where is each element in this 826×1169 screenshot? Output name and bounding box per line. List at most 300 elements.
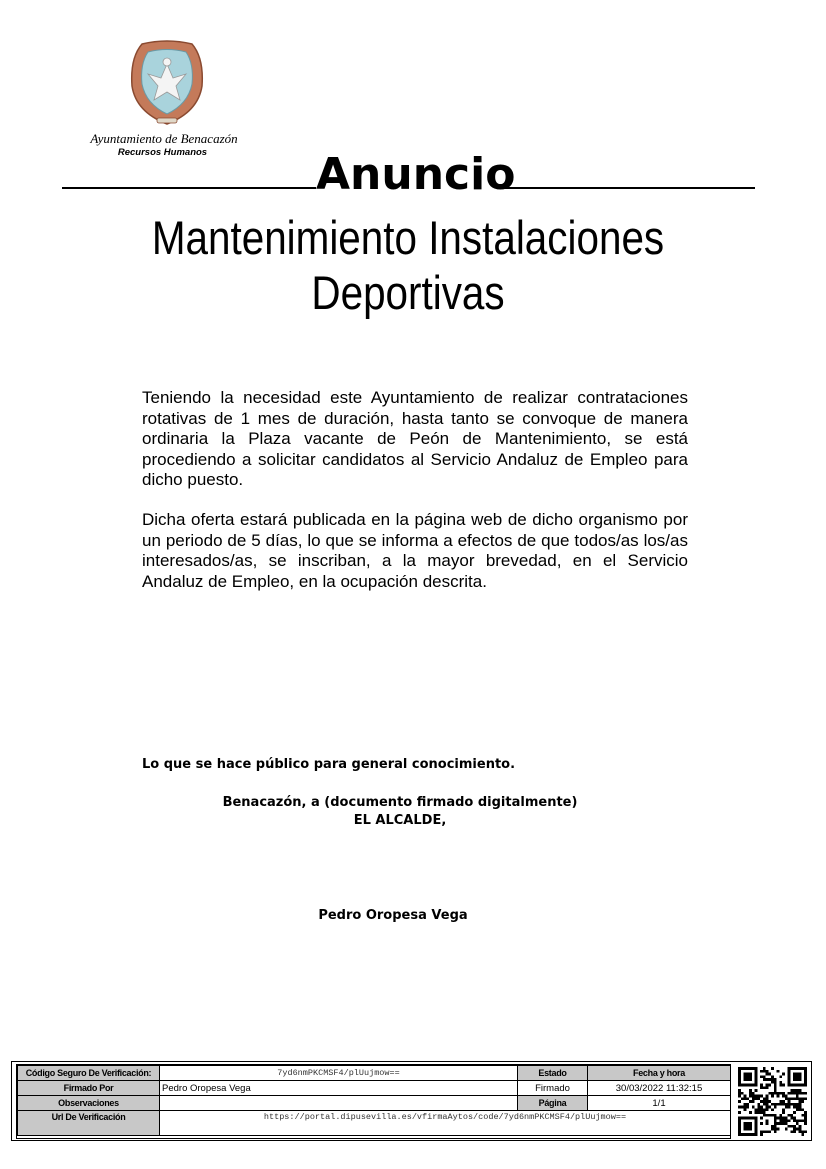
qr-module [749, 1111, 752, 1114]
qr-module [749, 1128, 752, 1131]
qr-module [788, 1097, 791, 1100]
qr-module [760, 1133, 763, 1136]
signed-by-label: Firmado Por [18, 1081, 160, 1096]
qr-module [763, 1100, 766, 1103]
qr-module [801, 1108, 804, 1111]
qr-module [755, 1117, 758, 1120]
qr-module [749, 1100, 752, 1103]
table-row [18, 1096, 731, 1111]
qr-module [788, 1078, 791, 1081]
qr-module [760, 1095, 763, 1098]
qr-module [785, 1106, 788, 1109]
qr-module [793, 1078, 796, 1081]
qr-module [793, 1075, 796, 1078]
qr-module [741, 1097, 744, 1100]
qr-module [744, 1075, 747, 1078]
qr-module [785, 1119, 788, 1122]
qr-module [744, 1108, 747, 1111]
qr-module [752, 1106, 755, 1109]
qr-module [785, 1117, 788, 1120]
qr-module [738, 1133, 741, 1136]
qr-module [799, 1106, 802, 1109]
qr-module [746, 1075, 749, 1078]
qr-module [755, 1125, 758, 1128]
qr-module [785, 1095, 788, 1098]
qr-module [801, 1100, 804, 1103]
heading-rule-right [498, 187, 755, 189]
qr-module [760, 1111, 763, 1114]
signed-by-value: Pedro Oropesa Vega [160, 1081, 518, 1096]
qr-module [799, 1075, 802, 1078]
qr-module [790, 1092, 793, 1095]
qr-module [788, 1073, 791, 1076]
qr-module [763, 1070, 766, 1073]
qr-module [804, 1070, 807, 1073]
qr-module [760, 1075, 763, 1078]
qr-module [760, 1108, 763, 1111]
qr-module [749, 1075, 752, 1078]
qr-module [796, 1073, 799, 1076]
qr-module [766, 1100, 769, 1103]
qr-module [768, 1130, 771, 1133]
qr-module [738, 1084, 741, 1087]
qr-module [744, 1117, 747, 1120]
qr-module [801, 1092, 804, 1095]
qr-module [744, 1125, 747, 1128]
qr-module [801, 1067, 804, 1070]
qr-module [777, 1103, 780, 1106]
qr-module [766, 1095, 769, 1098]
qr-module [763, 1111, 766, 1114]
qr-module [777, 1117, 780, 1120]
qr-module [752, 1095, 755, 1098]
qr-module [779, 1084, 782, 1087]
qr-module [763, 1086, 766, 1089]
qr-module [774, 1117, 777, 1120]
verification-table [17, 1065, 731, 1136]
qr-module [744, 1084, 747, 1087]
qr-module [741, 1133, 744, 1136]
qr-module [793, 1128, 796, 1131]
qr-module [774, 1089, 777, 1092]
qr-module [777, 1095, 780, 1098]
qr-module [771, 1075, 774, 1078]
qr-module [746, 1084, 749, 1087]
qr-module [741, 1067, 744, 1070]
page-label: Página [518, 1096, 588, 1111]
observations-value [160, 1096, 518, 1111]
qr-module [763, 1067, 766, 1070]
qr-module [755, 1084, 758, 1087]
qr-module [766, 1119, 769, 1122]
qr-module [774, 1130, 777, 1133]
qr-module [755, 1078, 758, 1081]
qr-module [763, 1075, 766, 1078]
qr-module [757, 1111, 760, 1114]
qr-module [793, 1097, 796, 1100]
qr-module [738, 1125, 741, 1128]
qr-module [793, 1119, 796, 1122]
qr-module [752, 1084, 755, 1087]
qr-module [788, 1084, 791, 1087]
qr-module [779, 1122, 782, 1125]
qr-module [744, 1133, 747, 1136]
document-title [143, 210, 673, 320]
qr-module [755, 1067, 758, 1070]
qr-module [788, 1103, 791, 1106]
qr-module [752, 1097, 755, 1100]
qr-module [766, 1086, 769, 1089]
qr-module [746, 1117, 749, 1120]
qr-module [744, 1106, 747, 1109]
qr-module [755, 1128, 758, 1131]
qr-module [801, 1130, 804, 1133]
qr-module [741, 1084, 744, 1087]
qr-module [793, 1103, 796, 1106]
qr-module [738, 1117, 741, 1120]
qr-module [774, 1106, 777, 1109]
qr-module [790, 1084, 793, 1087]
qr-code-icon[interactable] [738, 1067, 807, 1136]
qr-module [768, 1084, 771, 1087]
qr-module [763, 1108, 766, 1111]
qr-module [744, 1067, 747, 1070]
qr-module [771, 1125, 774, 1128]
qr-module [804, 1114, 807, 1117]
qr-module [771, 1128, 774, 1131]
organization-name: Ayuntamiento de Benacazón [90, 131, 238, 146]
qr-module [738, 1081, 741, 1084]
qr-module [741, 1117, 744, 1120]
url-value[interactable]: https://portal.dipusevilla.es/vfirmaAytos/code/7yd6nmPKCMSF4/plUujmow== [160, 1111, 731, 1136]
qr-module [782, 1111, 785, 1114]
qr-module [760, 1106, 763, 1109]
qr-module [738, 1089, 741, 1092]
qr-module [779, 1119, 782, 1122]
qr-module [760, 1084, 763, 1087]
qr-module [757, 1097, 760, 1100]
qr-module [796, 1103, 799, 1106]
qr-module [757, 1106, 760, 1109]
qr-module [755, 1108, 758, 1111]
qr-module [771, 1092, 774, 1095]
qr-module [749, 1122, 752, 1125]
qr-module [746, 1067, 749, 1070]
title-line-2: Deportivas [311, 266, 505, 319]
qr-module [790, 1114, 793, 1117]
heading-rule-left [62, 187, 316, 189]
qr-module [804, 1081, 807, 1084]
qr-module [790, 1103, 793, 1106]
url-label: Url De Verificación [18, 1111, 160, 1136]
table-row [18, 1111, 731, 1136]
qr-module [804, 1117, 807, 1120]
qr-module [766, 1106, 769, 1109]
document-heading: Anuncio [316, 149, 516, 200]
qr-module [738, 1122, 741, 1125]
qr-module [777, 1092, 780, 1095]
qr-module [738, 1070, 741, 1073]
qr-module [796, 1106, 799, 1109]
body-paragraph-1: Teniendo la necesidad este Ayuntamiento de realizar contrataciones rotativas de 1 mes de duración, hasta tanto se convoque de manera ordinaria la Plaza vacante de Peón de Mantenimiento, se está procediendo a solicitar candidatos al Servicio Andaluz de Empleo para dicho puesto. [142, 388, 688, 489]
qr-module [799, 1108, 802, 1111]
qr-module [757, 1108, 760, 1111]
qr-module [746, 1133, 749, 1136]
qr-module [744, 1078, 747, 1081]
qr-module [779, 1100, 782, 1103]
qr-module [793, 1111, 796, 1114]
qr-module [763, 1103, 766, 1106]
qr-module [793, 1089, 796, 1092]
qr-module [779, 1092, 782, 1095]
qr-module [779, 1081, 782, 1084]
qr-module [744, 1122, 747, 1125]
qr-module [790, 1067, 793, 1070]
qr-module [749, 1067, 752, 1070]
qr-module [774, 1114, 777, 1117]
qr-module [738, 1119, 741, 1122]
qr-module [796, 1097, 799, 1100]
qr-module [796, 1089, 799, 1092]
qr-module [774, 1086, 777, 1089]
qr-module [744, 1073, 747, 1076]
qr-module [799, 1073, 802, 1076]
qr-module [782, 1092, 785, 1095]
qr-module [760, 1100, 763, 1103]
qr-module [774, 1081, 777, 1084]
qr-module [793, 1092, 796, 1095]
qr-module [763, 1097, 766, 1100]
qr-module [760, 1117, 763, 1120]
qr-module [788, 1075, 791, 1078]
qr-module [782, 1119, 785, 1122]
qr-module [793, 1067, 796, 1070]
qr-module [744, 1097, 747, 1100]
qr-module [804, 1067, 807, 1070]
qr-module [741, 1092, 744, 1095]
qr-module [790, 1125, 793, 1128]
qr-module [746, 1122, 749, 1125]
qr-module [763, 1130, 766, 1133]
qr-module [738, 1092, 741, 1095]
qr-module [799, 1119, 802, 1122]
qr-module [766, 1122, 769, 1125]
qr-module [755, 1089, 758, 1092]
qr-module [771, 1108, 774, 1111]
qr-module [774, 1125, 777, 1128]
qr-module [793, 1106, 796, 1109]
qr-module [755, 1111, 758, 1114]
organization-department: Recursos Humanos [117, 147, 208, 158]
qr-module [746, 1073, 749, 1076]
qr-module [752, 1092, 755, 1095]
qr-module [768, 1100, 771, 1103]
qr-module [746, 1097, 749, 1100]
qr-module [766, 1070, 769, 1073]
qr-module [799, 1125, 802, 1128]
qr-module [752, 1117, 755, 1120]
qr-module [804, 1122, 807, 1125]
qr-module [757, 1103, 760, 1106]
qr-module [779, 1103, 782, 1106]
qr-module [744, 1128, 747, 1131]
qr-module [771, 1078, 774, 1081]
qr-module [755, 1133, 758, 1136]
qr-module [782, 1073, 785, 1076]
qr-module [749, 1095, 752, 1098]
qr-module [774, 1092, 777, 1095]
qr-module [801, 1114, 804, 1117]
qr-module [782, 1095, 785, 1098]
qr-module [804, 1092, 807, 1095]
qr-module [788, 1081, 791, 1084]
qr-module [738, 1106, 741, 1109]
qr-module [793, 1117, 796, 1120]
qr-module [779, 1117, 782, 1120]
qr-module [782, 1108, 785, 1111]
qr-module [796, 1108, 799, 1111]
qr-module [788, 1067, 791, 1070]
qr-module [788, 1114, 791, 1117]
qr-module [766, 1084, 769, 1087]
qr-module [749, 1117, 752, 1120]
qr-module [790, 1089, 793, 1092]
qr-module [749, 1084, 752, 1087]
qr-module [746, 1106, 749, 1109]
qr-module [763, 1078, 766, 1081]
qr-module [771, 1067, 774, 1070]
qr-module [768, 1073, 771, 1076]
qr-module [752, 1133, 755, 1136]
signer-role: EL ALCALDE, [353, 813, 447, 828]
qr-module [804, 1119, 807, 1122]
qr-module [801, 1084, 804, 1087]
qr-module [738, 1111, 741, 1114]
qr-module [755, 1122, 758, 1125]
qr-module [749, 1092, 752, 1095]
qr-module [782, 1100, 785, 1103]
qr-module [749, 1073, 752, 1076]
qr-module [782, 1103, 785, 1106]
closing-statement: Lo que se hace público para general conocimiento. [142, 757, 516, 772]
qr-module [799, 1084, 802, 1087]
qr-module [738, 1078, 741, 1081]
qr-module [788, 1119, 791, 1122]
qr-module [738, 1130, 741, 1133]
qr-module [766, 1114, 769, 1117]
qr-module [768, 1114, 771, 1117]
qr-module [782, 1117, 785, 1120]
table-row [18, 1066, 731, 1081]
status-label: Estado [518, 1066, 588, 1081]
qr-module [785, 1097, 788, 1100]
coat-of-arms-icon [128, 38, 206, 128]
observations-label: Observaciones [18, 1096, 160, 1111]
qr-module [755, 1073, 758, 1076]
qr-module [796, 1084, 799, 1087]
status-value: Firmado [518, 1081, 588, 1096]
qr-module [766, 1078, 769, 1081]
qr-module [760, 1070, 763, 1073]
qr-module [768, 1106, 771, 1109]
qr-module [788, 1106, 791, 1109]
qr-module [755, 1095, 758, 1098]
qr-module [771, 1114, 774, 1117]
qr-module [749, 1089, 752, 1092]
qr-module [788, 1092, 791, 1095]
qr-module [799, 1078, 802, 1081]
qr-module [793, 1125, 796, 1128]
qr-module [796, 1075, 799, 1078]
qr-module [760, 1122, 763, 1125]
page-value: 1/1 [588, 1096, 731, 1111]
qr-module [746, 1125, 749, 1128]
qr-module [738, 1100, 741, 1103]
qr-module [768, 1092, 771, 1095]
qr-module [788, 1125, 791, 1128]
qr-module [760, 1130, 763, 1133]
qr-module [746, 1078, 749, 1081]
qr-module [755, 1075, 758, 1078]
qr-module [755, 1070, 758, 1073]
qr-module [766, 1130, 769, 1133]
qr-module [744, 1103, 747, 1106]
qr-module [804, 1084, 807, 1087]
qr-module [799, 1103, 802, 1106]
qr-module [741, 1106, 744, 1109]
qr-module [804, 1097, 807, 1100]
qr-module [804, 1078, 807, 1081]
qr-module [771, 1103, 774, 1106]
qr-module [744, 1095, 747, 1098]
qr-module [799, 1100, 802, 1103]
qr-module [790, 1130, 793, 1133]
qr-module [799, 1130, 802, 1133]
qr-module [799, 1097, 802, 1100]
qr-module [738, 1073, 741, 1076]
qr-module [777, 1128, 780, 1131]
body-paragraph-2: Dicha oferta estará publicada en la página web de dicho organismo por un periodo de 5 días, lo que se informa a efectos de que todos/as los/as interesados/as, se inscriban, a la mayor brevedad, en el Servicio Andaluz de Empleo, en la ocupación descrita. [142, 510, 688, 591]
qr-module [746, 1128, 749, 1131]
qr-module [749, 1125, 752, 1128]
qr-module [785, 1128, 788, 1131]
qr-module [793, 1073, 796, 1076]
qr-module [749, 1133, 752, 1136]
qr-module [796, 1067, 799, 1070]
qr-module [796, 1122, 799, 1125]
qr-module [777, 1070, 780, 1073]
qr-module [777, 1122, 780, 1125]
qr-module [774, 1084, 777, 1087]
qr-module [796, 1092, 799, 1095]
qr-module [801, 1133, 804, 1136]
qr-module [766, 1108, 769, 1111]
qr-module [799, 1067, 802, 1070]
qr-module [774, 1103, 777, 1106]
qr-module [804, 1111, 807, 1114]
qr-module [768, 1078, 771, 1081]
qr-module [799, 1092, 802, 1095]
qr-module [766, 1097, 769, 1100]
title-line-1: Mantenimiento Instalaciones [151, 211, 665, 264]
code-label: Código Seguro De Verificación: [18, 1066, 160, 1081]
qr-module [752, 1100, 755, 1103]
qr-module [771, 1081, 774, 1084]
table-row [18, 1081, 731, 1096]
qr-module [774, 1119, 777, 1122]
qr-module [801, 1097, 804, 1100]
datetime-label: Fecha y hora [588, 1066, 731, 1081]
